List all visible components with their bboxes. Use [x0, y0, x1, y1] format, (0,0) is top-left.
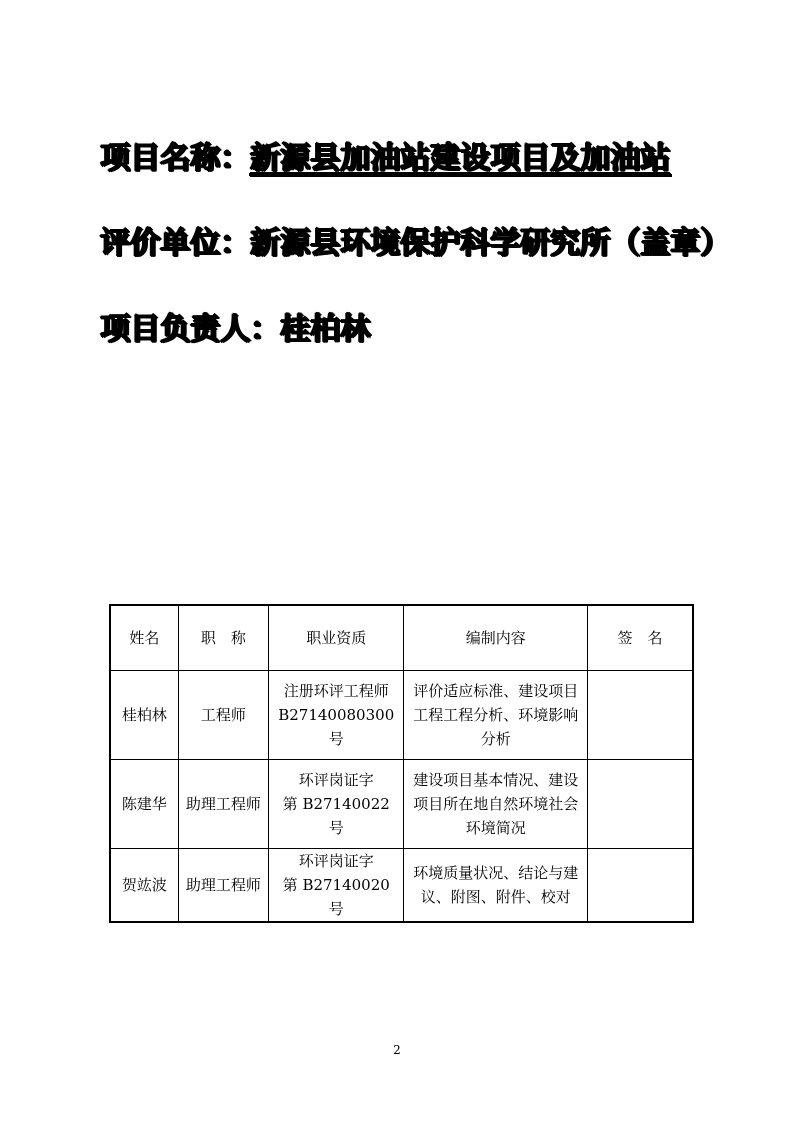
cell-signature — [588, 760, 693, 849]
project-lead-label: 项目负责人： — [100, 312, 280, 347]
project-lead-line — [100, 304, 370, 348]
cell-title: 工程师 — [178, 671, 268, 760]
cell-name: 贺竑波 — [110, 849, 178, 923]
evaluation-unit-line — [100, 218, 730, 262]
qualification-line2: B27140080300 号 — [278, 706, 395, 748]
header-title: 职 称 — [178, 605, 268, 671]
cell-title: 助理工程师 — [178, 849, 268, 923]
table-row — [110, 760, 693, 849]
project-lead-value: 桂柏林 — [280, 312, 370, 347]
header-qualification: 职业资质 — [269, 605, 404, 671]
header-content: 编制内容 — [404, 605, 588, 671]
project-name-value: 新源县加油站建设项目及加油站 — [250, 141, 670, 176]
cell-content: 建设项目基本情况、建设项目所在地自然环境社会环境简况 — [404, 760, 588, 849]
cell-title: 助理工程师 — [178, 760, 268, 849]
project-name-label: 项目名称： — [100, 141, 250, 176]
evaluation-unit-value: 新源县环境保护科学研究所（盖章） — [250, 226, 730, 261]
header-name: 姓名 — [110, 605, 178, 671]
cell-signature — [588, 849, 693, 923]
qualification-line1: 环评岗证字 — [298, 852, 374, 870]
qualification-line1: 环评岗证字 — [298, 771, 374, 789]
cell-qualification — [269, 671, 404, 760]
qualification-line2: 第 B27140022 号 — [282, 795, 390, 837]
table-header-row — [110, 605, 693, 671]
cell-content: 环境质量状况、结论与建议、附图、附件、校对 — [404, 849, 588, 923]
header-signature: 签 名 — [588, 605, 693, 671]
staff-table — [109, 604, 694, 923]
page-number: 2 — [393, 1043, 401, 1057]
cell-name: 桂柏林 — [110, 671, 178, 760]
cell-qualification — [269, 849, 404, 923]
evaluation-unit-label: 评价单位： — [100, 226, 250, 261]
cell-content: 评价适应标准、建设项目工程工程分析、环境影响分析 — [404, 671, 588, 760]
cell-name: 陈建华 — [110, 760, 178, 849]
table-row — [110, 849, 693, 923]
qualification-line1: 注册环评工程师 — [283, 682, 389, 700]
project-name-line — [100, 133, 670, 177]
cell-qualification — [269, 760, 404, 849]
qualification-line2: 第 B27140020 号 — [282, 876, 390, 918]
table-row — [110, 671, 693, 760]
cell-signature — [588, 671, 693, 760]
